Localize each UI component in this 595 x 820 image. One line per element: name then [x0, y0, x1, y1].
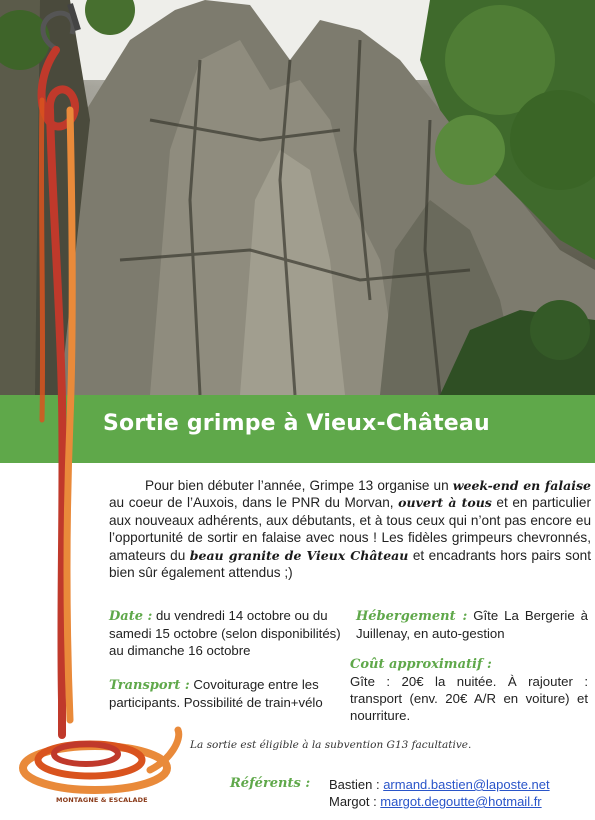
- subsidy-notice: La sortie est éligible à la subvention G13 facultative.: [190, 739, 472, 751]
- email-link-margot[interactable]: margot.degoutte@hotmail.fr: [380, 794, 542, 809]
- lodging-block: [356, 607, 588, 642]
- transport-block: [109, 676, 349, 711]
- intro-highlight-weekend: week-end en falaise: [452, 478, 591, 493]
- cost-text: Gîte : 20€ la nuitée. À rajouter : transport (env. 20€ A/R en voiture) et nourriture.: [350, 674, 588, 723]
- intro-highlight-granite: beau granite de Vieux Château: [189, 547, 409, 563]
- intro-paragraph: [109, 477, 591, 581]
- intro-text-3: et en particulier aux nouveaux adhérents, aux débutants, et à tous ceux qui n’ont pas encore eu l’opportunité de sortir en falaise avec nous ! Les fidèles grimpeurs chevronnés, amateurs du: [109, 495, 592, 563]
- lodging-text: Gîte La Bergerie à Juillenay, en auto-gestion: [356, 608, 588, 641]
- referent-bastien: [329, 777, 550, 792]
- referents-label: Référents :: [230, 776, 311, 791]
- date-block: [109, 607, 343, 659]
- referent-name: Margot :: [329, 794, 381, 809]
- intro-text-2: au coeur de l’Auxois, dans le PNR du Morvan,: [109, 495, 399, 511]
- intro-text-1: Pour bien débuter l’année, Grimpe 13 organise un: [145, 478, 453, 493]
- date-label: Date :: [109, 609, 153, 624]
- referent-name: Bastien :: [329, 777, 384, 792]
- cost-block: [350, 656, 588, 724]
- transport-label: Transport :: [109, 678, 190, 693]
- email-link-bastien[interactable]: armand.bastien@laposte.net: [383, 777, 550, 792]
- referent-margot: [329, 794, 542, 809]
- cliff-photo: [0, 0, 595, 395]
- transport-text: Covoiturage entre les participants. Possibilité de train+vélo: [109, 677, 323, 710]
- lodging-label: Hébergement :: [356, 609, 468, 624]
- page-title: Sortie grimpe à Vieux-Château: [103, 411, 490, 436]
- intro-highlight-open: ouvert à tous: [398, 495, 492, 511]
- date-text: du vendredi 14 octobre ou du samedi 15 octobre (selon disponibilités) au dimanche 16 octobre: [109, 608, 341, 658]
- intro-text-4: et encadrants hors pairs sont bien sûr également attendus ;): [109, 547, 591, 581]
- logo-text: MONTAGNE & ESCALADE: [56, 796, 148, 804]
- cost-label: Coût approximatif :: [350, 657, 492, 672]
